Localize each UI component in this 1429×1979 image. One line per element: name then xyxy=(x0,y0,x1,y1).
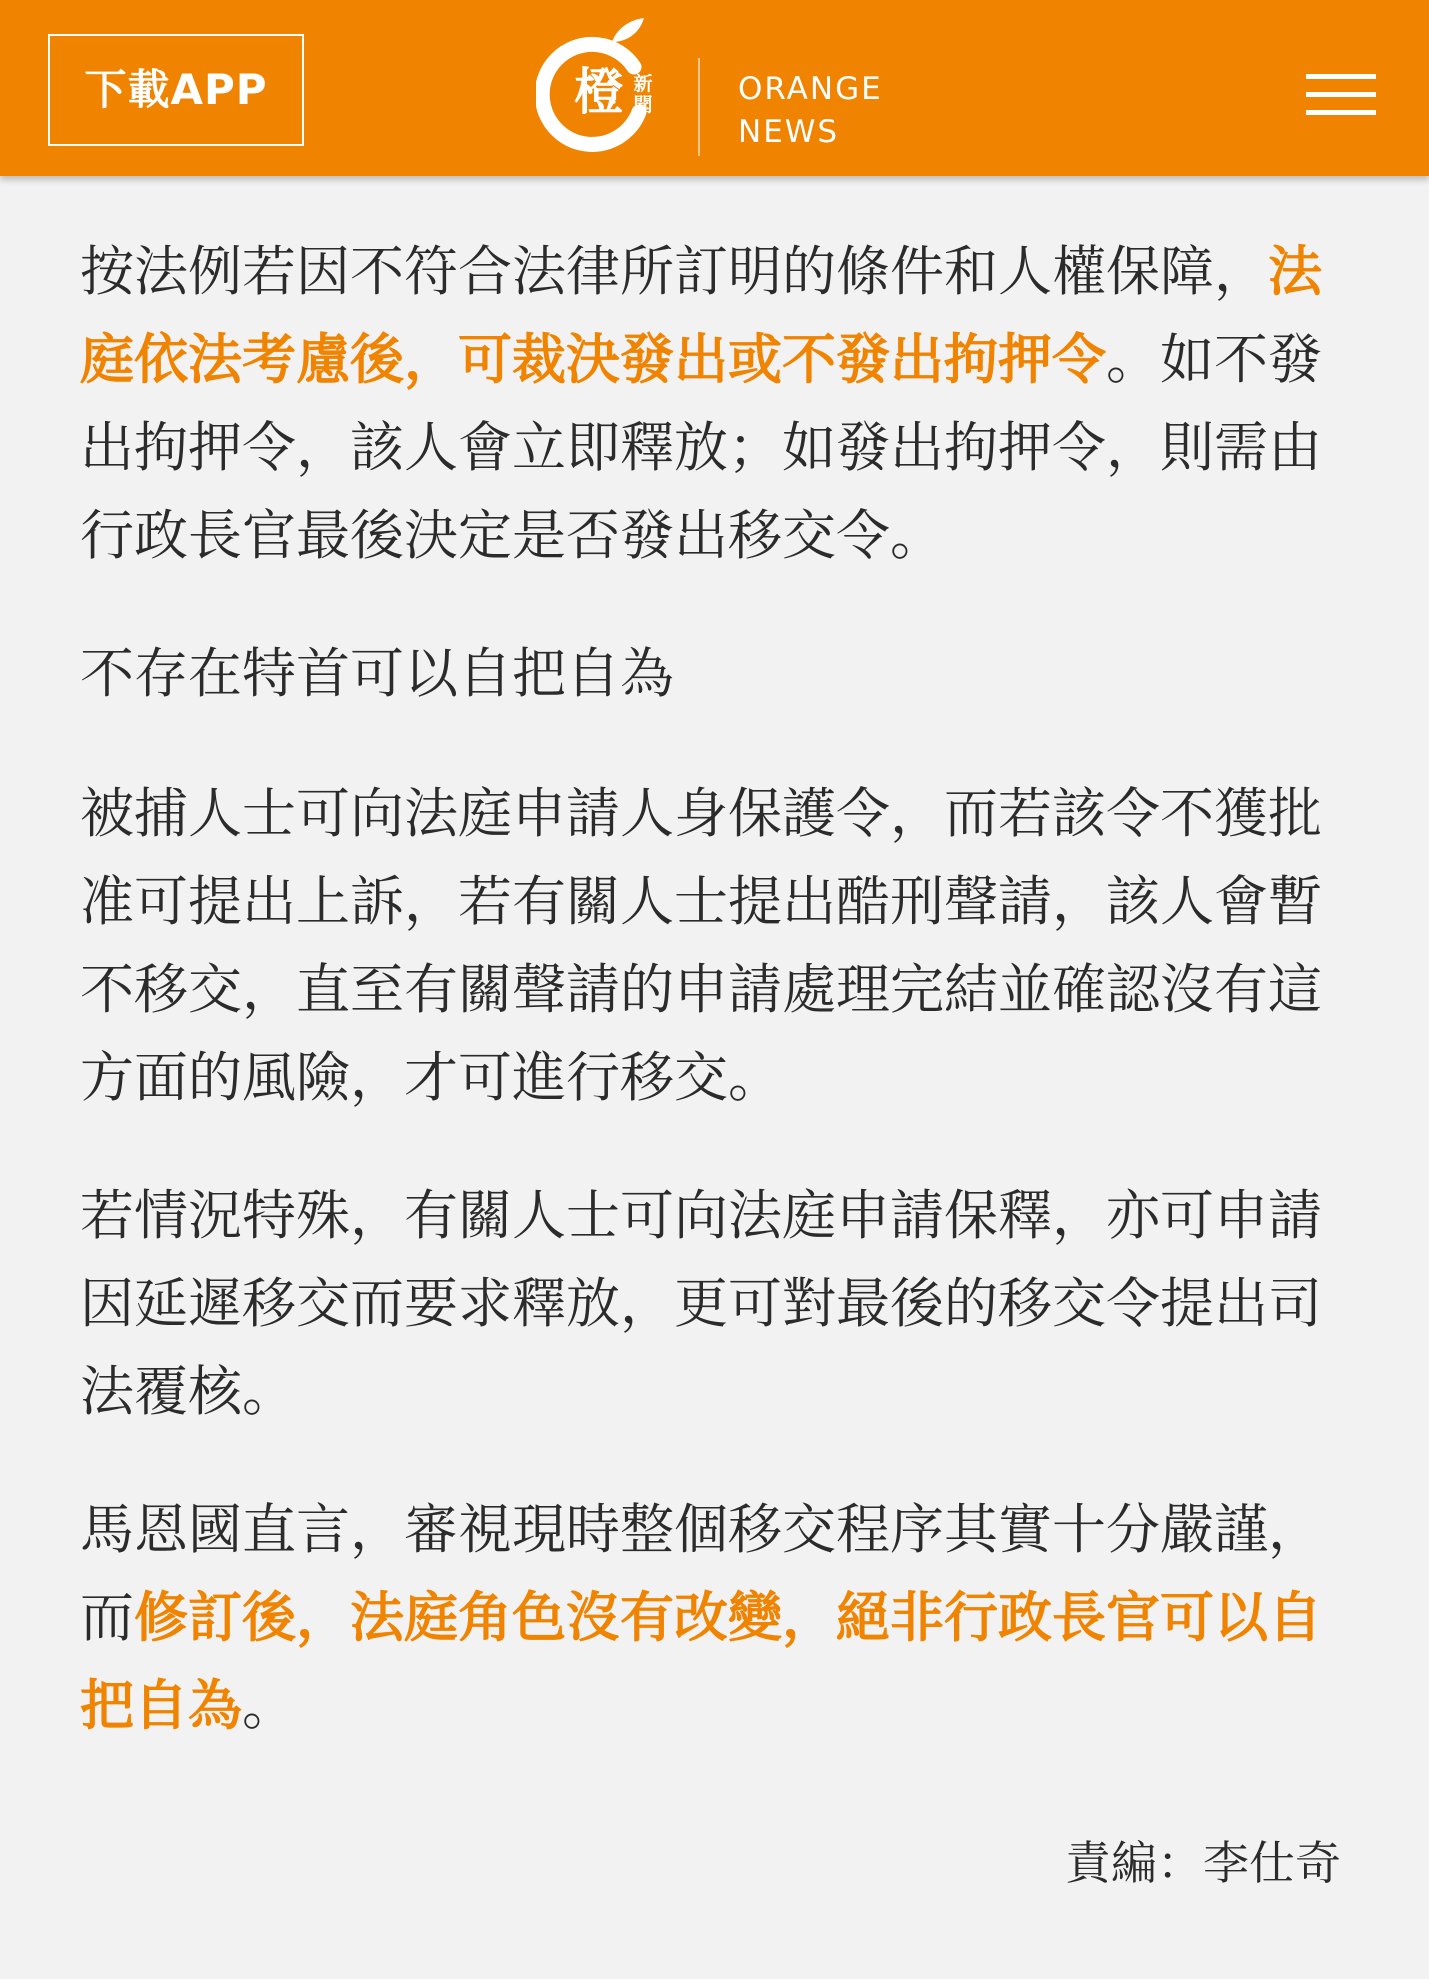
hamburger-menu-icon[interactable] xyxy=(1300,72,1380,118)
highlighted-text: 修訂後，法庭角色沒有改變，絕非行政長官可以自把自為 xyxy=(80,1586,1322,1737)
menu-line xyxy=(1306,110,1376,115)
article-body xyxy=(80,228,1360,1800)
orange-news-logo[interactable] xyxy=(536,12,896,167)
article-paragraph-4 xyxy=(80,1486,1360,1750)
logo-english-line1: ORANGE xyxy=(738,71,883,107)
paragraph-text: 。 xyxy=(242,1674,296,1737)
paragraph-text: 按法例若因不符合法律所訂明的條件和人權保障， xyxy=(80,240,1268,303)
logo-divider xyxy=(698,58,700,156)
paragraph-text: 馬恩國直言，審視現時整個移交程序其實十分嚴謹，而 xyxy=(80,1498,1322,1649)
logo-english-text xyxy=(738,68,883,154)
article-paragraph-3: 若情況特殊，有關人士可向法庭申請保釋，亦可申請因延遲移交而要求釋放，更可對最後的移交令提出司法覆核。 xyxy=(80,1184,1322,1423)
top-header-bar xyxy=(0,0,1429,176)
article-paragraph-1 xyxy=(80,228,1360,580)
paragraph-text: 。如不發出拘押令，該人會立即釋放；如發出拘押令，則需由行政長官最後決定是否發出移交令。 xyxy=(80,328,1322,567)
download-app-button[interactable]: 下載APP xyxy=(48,34,304,146)
article-paragraph-2: 被捕人士可向法庭申請人身保護令，而若該令不獲批准可提出上訴，若有關人士提出酷刑聲請，該人會暫不移交，直至有關聲請的申請處理完結並確認沒有這方面的風險，才可進行移交。 xyxy=(80,782,1322,1109)
logo-english-line2: NEWS xyxy=(738,114,840,150)
article-subheading: 不存在特首可以自把自為 xyxy=(80,642,674,705)
menu-line xyxy=(1306,74,1376,79)
editor-credit: 責編：李仕奇 xyxy=(1065,1836,1341,1890)
highlighted-text: 法庭依法考慮後，可裁決發出或不發出拘押令 xyxy=(80,240,1322,391)
menu-line xyxy=(1306,92,1376,97)
logo-chinese-sub: 新聞 xyxy=(633,73,653,116)
logo-chinese-mark: 橙 xyxy=(574,63,624,121)
